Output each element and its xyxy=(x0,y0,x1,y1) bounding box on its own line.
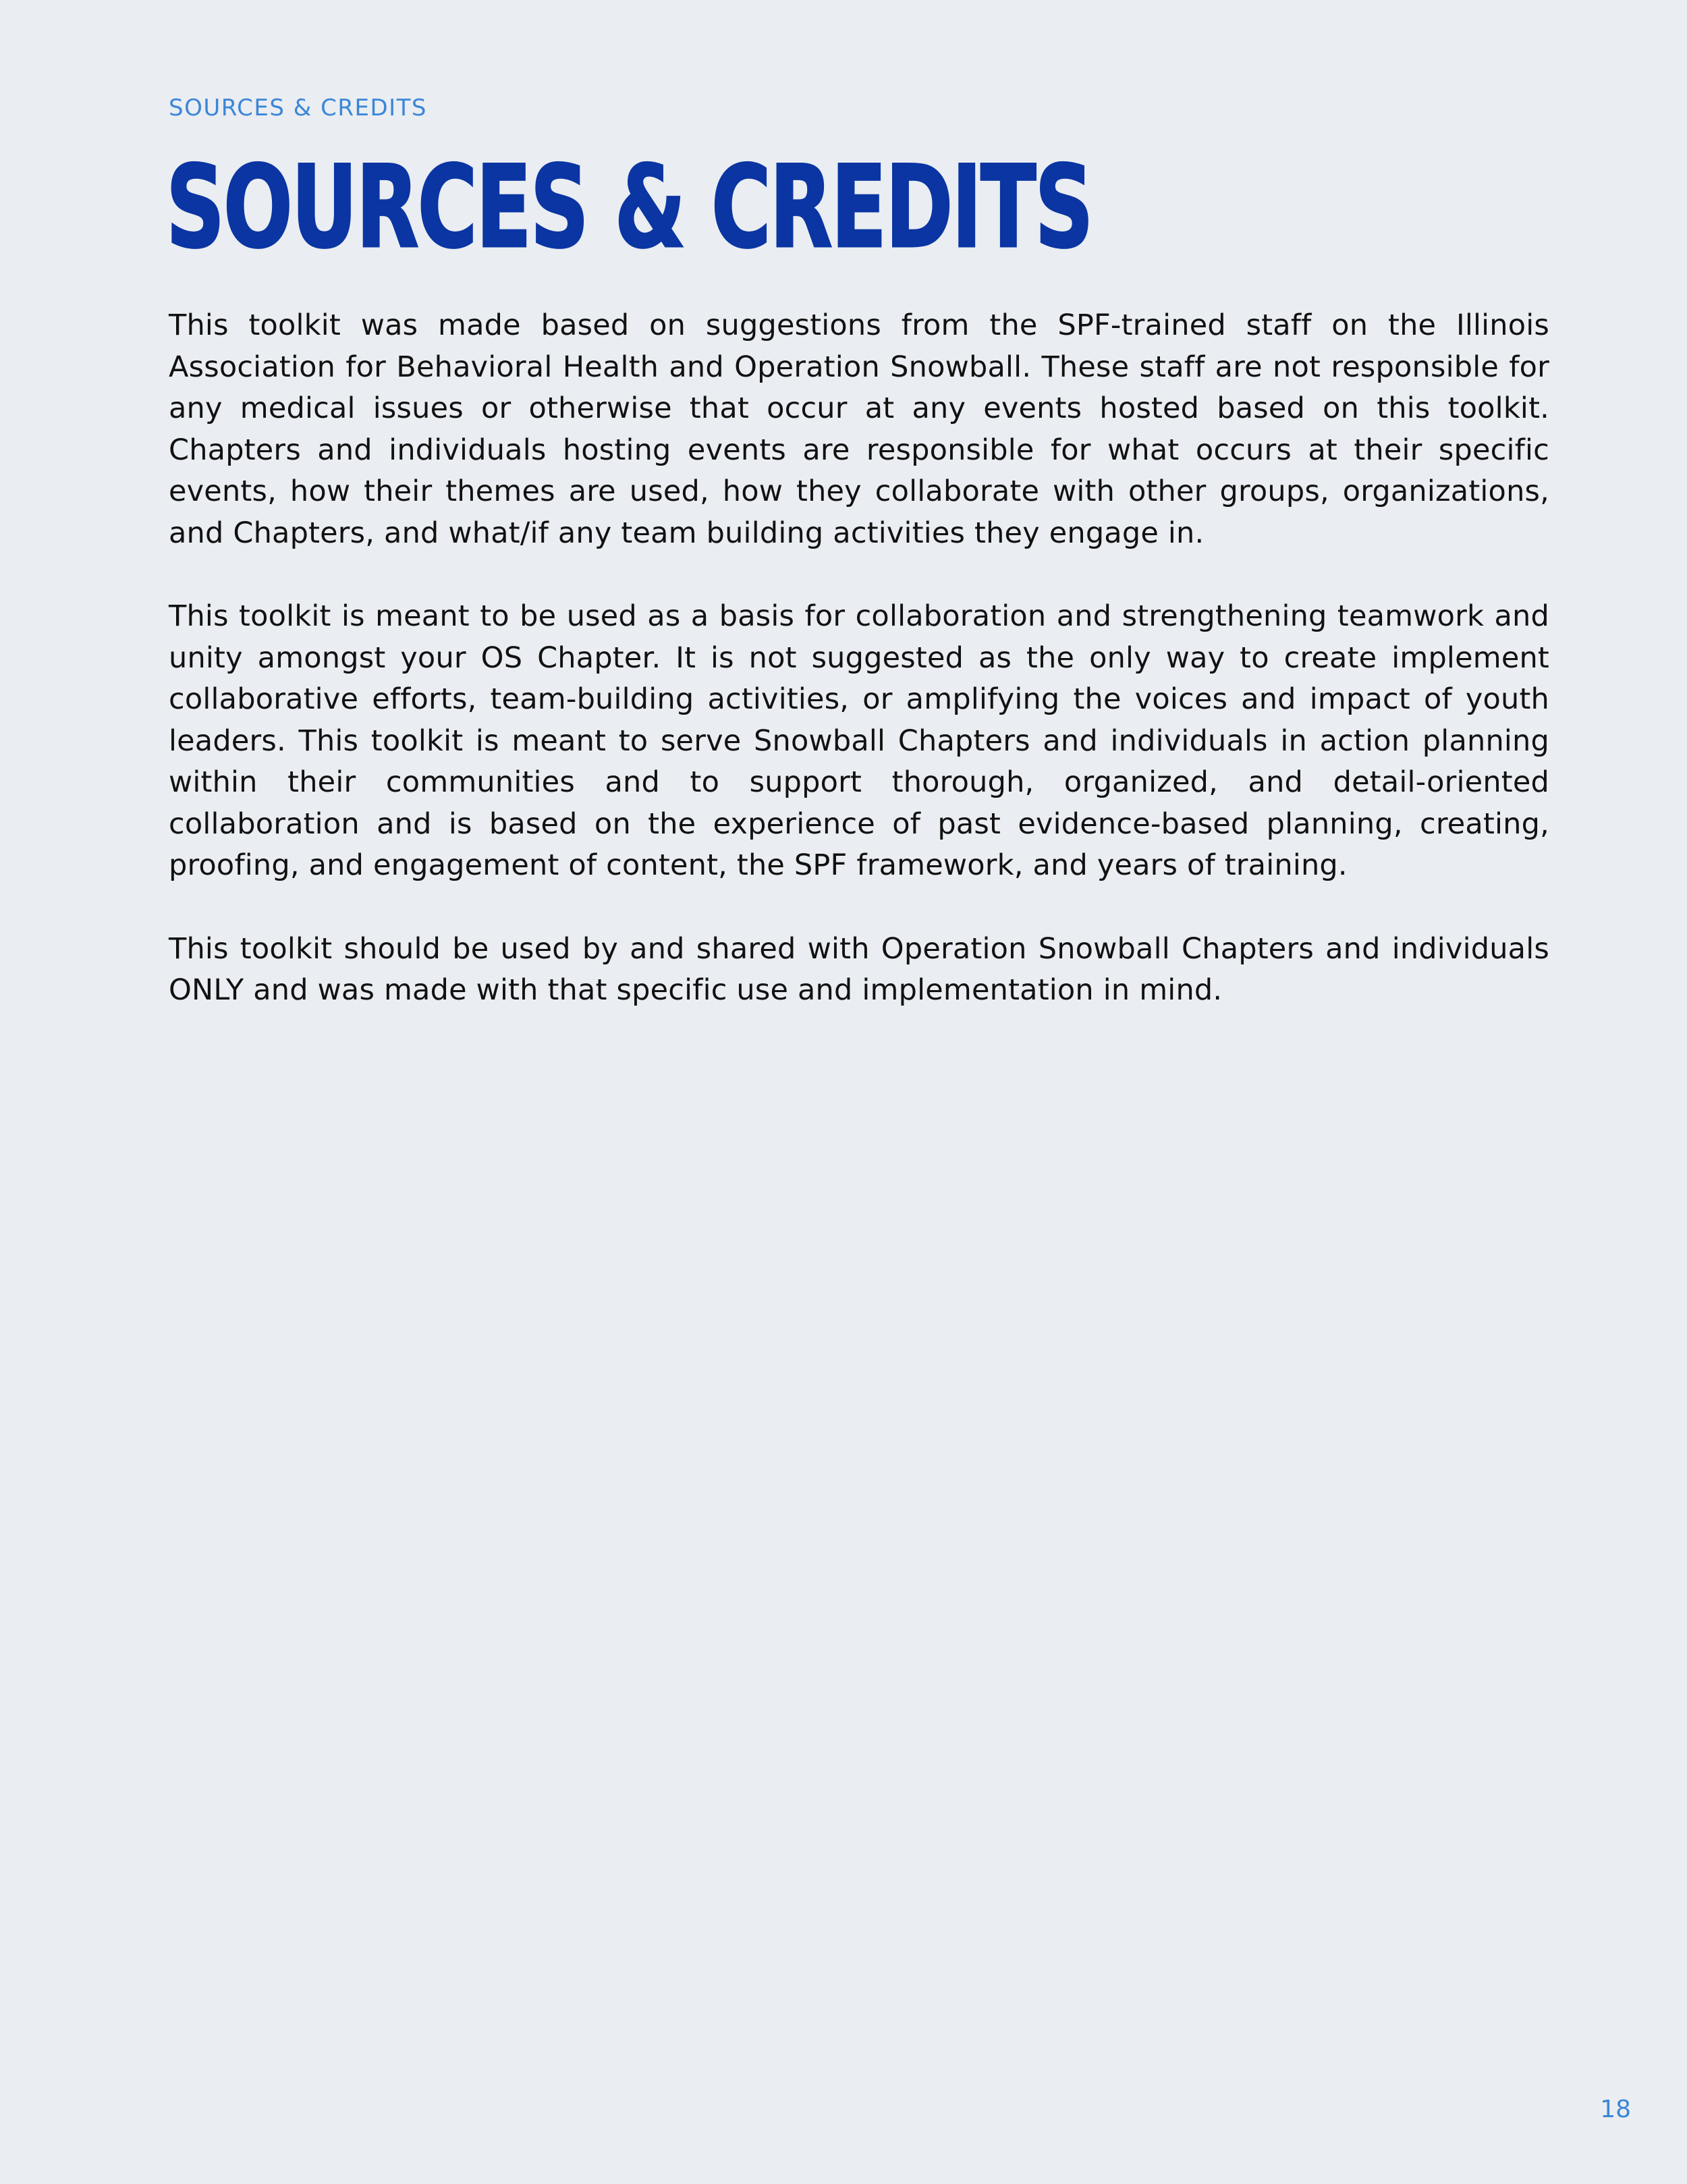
paragraph-disclaimer: This toolkit was made based on suggestions from the SPF-trained staff on the Illinois Association for Behavioral Health and Operation Snowball. These staff are not responsible for any medical issues or otherwise that occur at any events hosted based on this toolkit. Chapters and individuals hosting events are responsible for what occurs at their specific events, how their themes are used, how they collaborate with other groups, organizations, and Chapters, and what/if any team building activities they engage in. xyxy=(169,308,1549,550)
paragraph-purpose: This toolkit is meant to be used as a basis for collaboration and strengthening teamwork and unity amongst your OS Chapter. It is not suggested as the only way to create implement collaborative efforts, team-building activities, or amplifying the voices and impact of youth leaders. This toolkit is meant to serve Snowball Chapters and individuals in action planning within their communities and to support thorough, organized, and detail-oriented collaboration and is based on the experience of past evidence-based planning, creating, proofing, and engagement of content, the SPF framework, and years of training. xyxy=(169,599,1549,882)
page-title: SOURCES & CREDITS xyxy=(166,141,1093,273)
paragraph-usage: This toolkit should be used by and shared with Operation Snowball Chapters and individuals ONLY and was made with that specific use and implementation in mind. xyxy=(169,931,1549,1007)
running-header: SOURCES & CREDITS xyxy=(169,94,427,121)
page-number: 18 xyxy=(1600,2096,1631,2123)
body-text xyxy=(169,305,1549,1054)
